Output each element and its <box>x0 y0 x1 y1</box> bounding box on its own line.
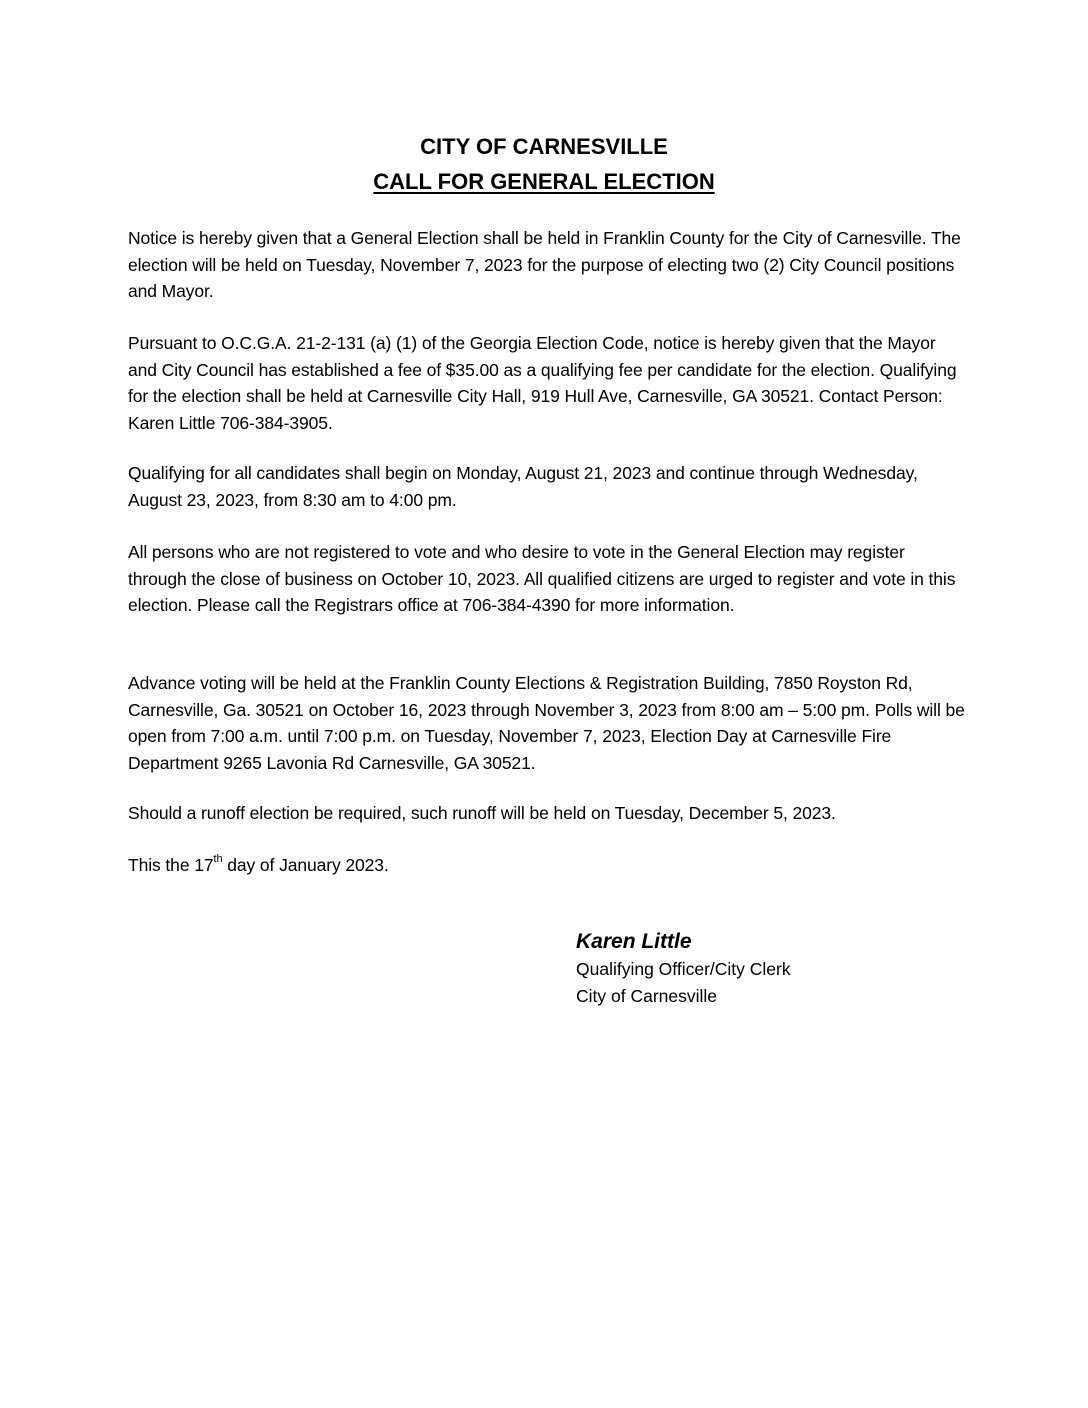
paragraph-qualifying-fee: Pursuant to O.C.G.A. 21-2-131 (a) (1) of the Georgia Election Code, notice is hereby given that the Mayor and City Council has established a fee of $35.00 as a qualifying fee per candidate for the election. Qualifying for the election shall be held at Carnesville City Hall, 919 Hull Ave, Carnesville, GA 30521. Contact Person: Karen Little 706-384-3905. <box>128 333 957 433</box>
paragraph-registration: All persons who are not registered to vote and who desire to vote in the General Election may register through the close of business on October 10, 2023. All qualified citizens are urged to register and vote in this election. Please call the Registrars office at 706-384-4390 for more information. <box>128 542 956 615</box>
document-title: CITY OF CARNESVILLE <box>420 134 668 159</box>
dated-rest: day of January 2023. <box>222 855 389 875</box>
paragraph-advance-voting: Advance voting will be held at the Franklin County Elections & Registration Building, 7850 Royston Rd, Carnesville, Ga. 30521 on October 16, 2023 through November 3, 2023 from 8:00 am – 5:00 pm. Polls will be open from 7:00 a.m. until 7:00 p.m. on Tuesday, November 7, 2023, Election Day at Carnesville Fire Department 9265 Lavonia Rd Carnesville, GA 30521. <box>128 673 965 773</box>
paragraph-qualifying-dates: Qualifying for all candidates shall begin on Monday, August 21, 2023 and continue through Wednesday, August 23, 2023, from 8:30 am to 4:00 pm. <box>128 463 918 510</box>
dated-prefix: This the 17 <box>128 855 214 875</box>
dated-ordinal-suffix: th <box>213 853 223 866</box>
signature-title: Qualifying Officer/City Clerk <box>576 959 791 979</box>
signature-name: Karen Little <box>576 930 692 953</box>
signature-block <box>576 928 976 1010</box>
paragraph-runoff: Should a runoff election be required, such runoff will be held on Tuesday, December 5, 2023. <box>128 803 836 823</box>
document-subtitle: CALL FOR GENERAL ELECTION <box>373 169 715 194</box>
paragraph-election-notice: Notice is hereby given that a General Election shall be held in Franklin County for the City of Carnesville. The election will be held on Tuesday, November 7, 2023 for the purpose of electing two (2) City Council positions and Mayor. <box>128 228 961 301</box>
signature-organization: City of Carnesville <box>576 986 718 1006</box>
paragraph-dated <box>128 852 968 879</box>
